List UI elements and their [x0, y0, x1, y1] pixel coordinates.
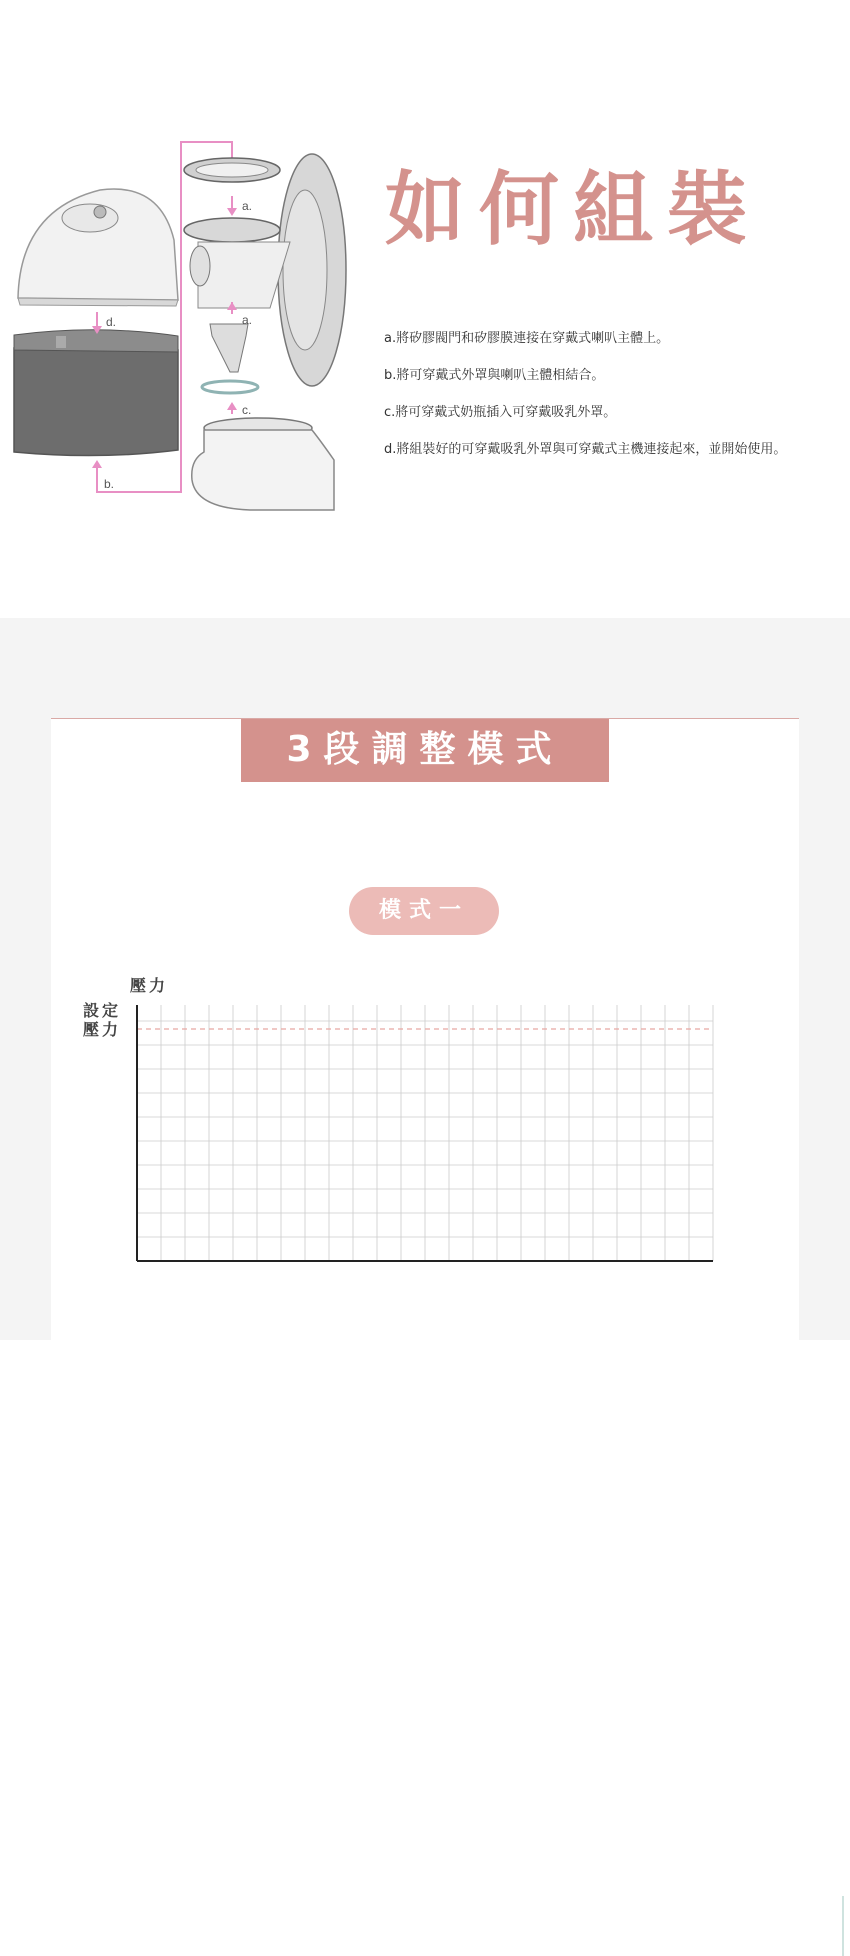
- step-c: c.將可穿戴式奶瓶插入可穿戴吸乳外罩。: [384, 405, 617, 420]
- step-b: b.將可穿戴式外罩與喇叭主體相結合。: [384, 368, 605, 383]
- set-pressure-label: [83, 1001, 123, 1039]
- mode-one-pill[interactable]: 模式一: [349, 887, 499, 935]
- modes-banner: 3段調整模式: [241, 719, 609, 782]
- chart-grid: [137, 1005, 713, 1261]
- assembly-section: [0, 0, 850, 618]
- step-d: d.將組裝好的可穿戴吸乳外罩與可穿戴式主機連接起來，並開始使用。: [384, 442, 787, 457]
- pressure-chart: [135, 1001, 715, 1263]
- edge-marker: [842, 1896, 844, 1956]
- assembly-steps: [384, 321, 786, 469]
- set-pressure-label-line2: 壓力: [83, 1020, 122, 1039]
- callout-b: b.: [104, 477, 115, 491]
- assembly-title: 如何組裝: [385, 163, 761, 256]
- callout-d: d.: [106, 315, 117, 329]
- y-axis-label: 壓力: [130, 976, 169, 995]
- step-a: a.將矽膠閥門和矽膠膜連接在穿戴式喇叭主體上。: [384, 331, 670, 346]
- callout-a-top: a.: [242, 199, 253, 213]
- callout-c: c.: [242, 403, 252, 417]
- modes-section: [0, 618, 850, 1340]
- callout-a-bottom: a.: [242, 313, 253, 327]
- assembly-illustration: [0, 130, 380, 520]
- set-pressure-label-line1: 設定: [83, 1001, 122, 1020]
- modes-panel: [51, 718, 799, 1341]
